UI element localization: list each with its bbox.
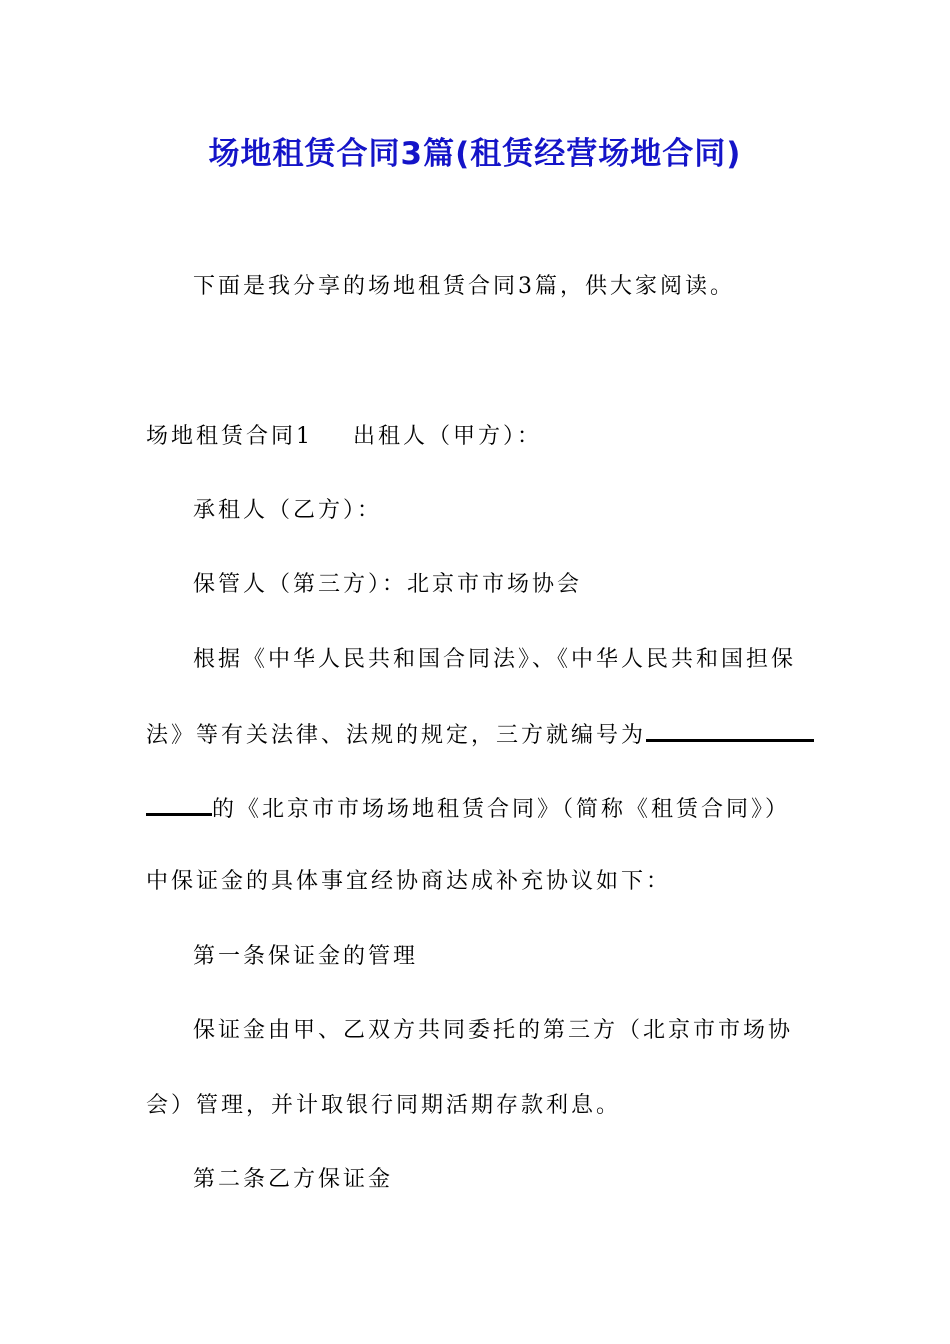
basis-paragraph-line-2 <box>146 719 814 751</box>
article-1-title: 第一条保证金的管理 <box>193 944 419 969</box>
article-1-line-1: 保证金由甲、乙双方共同委托的第三方（北京市市场协 <box>193 1018 794 1043</box>
contract-number-blank-continued <box>146 793 212 816</box>
basis-paragraph-line-3 <box>146 793 790 825</box>
article-2-title: 第二条乙方保证金 <box>193 1167 394 1192</box>
lessor-label: 出租人（甲方）： <box>353 424 543 449</box>
document-title: 场地租赁合同3篇(租赁经营场地合同) <box>208 136 742 172</box>
basis-line-3-text: 的《北京市市场场地租赁合同》（简称《租赁合同》） <box>212 797 791 822</box>
contract-1-header-line <box>146 422 542 452</box>
basis-paragraph-line-1: 根据《中华人民共和国合同法》、《中华人民共和国担保 <box>193 647 797 672</box>
article-1-line-2: 会）管理，并计取银行同期活期存款利息。 <box>146 1093 622 1118</box>
lessee-label: 承租人（乙方）： <box>193 498 383 523</box>
contract-1-heading: 场地租赁合同1 <box>146 424 313 449</box>
contract-number-blank <box>646 719 814 742</box>
custodian-line: 保管人（第三方）：北京市市场协会 <box>193 572 583 597</box>
intro-paragraph: 下面是我分享的场地租赁合同3篇，供大家阅读。 <box>193 274 735 299</box>
basis-paragraph-line-4: 中保证金的具体事宜经协商达成补充协议如下： <box>146 869 672 894</box>
basis-line-2-text: 法》等有关法律、法规的规定，三方就编号为 <box>146 723 647 748</box>
